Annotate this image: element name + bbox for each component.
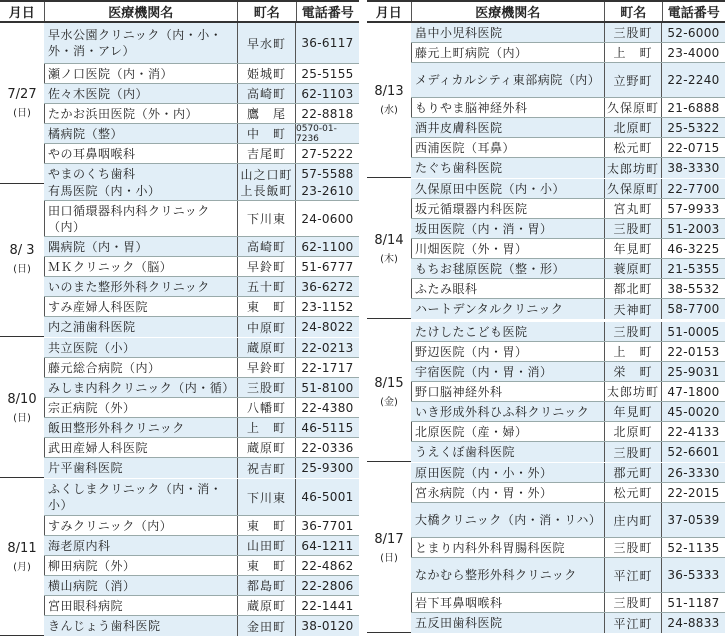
phone-number: 62-1103	[301, 86, 354, 101]
town-name: 三股町	[605, 322, 662, 341]
facility-name: やの耳鼻咽喉科	[44, 144, 238, 163]
phone-number: 51-8100	[301, 380, 354, 395]
town-name: 高崎町	[238, 84, 296, 103]
phone-number: 22-0715	[667, 140, 720, 155]
phone-number: 46-5001	[301, 490, 354, 504]
table-row	[44, 237, 359, 257]
phone-number: 22-8818	[301, 106, 354, 121]
facility-name: 宇宿医院（内・胃・消）	[411, 362, 605, 381]
phone-number: 25-9300	[301, 461, 354, 475]
town-name: 三股町	[238, 378, 296, 397]
facility-name: たぐち歯科医院	[411, 158, 605, 178]
town-name: 太郎坊町	[605, 382, 662, 401]
town-name: 中 町	[238, 124, 296, 143]
town-name: 都島町	[238, 576, 296, 595]
facility-name: 瀬ノ口医院（内・消）	[44, 64, 238, 83]
town-name: 三股町	[605, 219, 662, 238]
town-name: 上 町	[605, 43, 662, 62]
phone-number: 38-3330	[667, 161, 720, 175]
phone-number: 22-2806	[301, 578, 354, 593]
facility-name: 海老原内科	[44, 536, 238, 555]
table-row	[411, 382, 725, 402]
weekday-label: (木)	[380, 253, 398, 265]
facility-name: いき形成外科ひふ科クリニック	[411, 402, 605, 421]
table-row	[44, 479, 359, 516]
phone-number: 23-2610	[301, 183, 354, 198]
town-name: 姫城町	[238, 64, 296, 83]
town-name: 立野町	[605, 63, 662, 97]
town-name: 三股町	[605, 538, 662, 557]
town-name: 山田町	[238, 536, 296, 555]
date-group	[0, 479, 359, 636]
phone-number: 46-3225	[667, 241, 720, 256]
table-header	[0, 0, 359, 23]
phone-number: 51-6777	[301, 259, 354, 274]
date-label: 8/17	[374, 531, 404, 547]
date-group	[367, 23, 725, 178]
table-row	[44, 257, 359, 277]
header-facility: 医療機関名	[412, 2, 605, 21]
facility-name: 五反田歯科医院	[411, 613, 605, 633]
table-row	[44, 181, 359, 201]
facility-name: 田口循環器科内科クリニック（内）	[44, 201, 238, 236]
table-row	[411, 322, 725, 342]
date-cell	[367, 322, 412, 461]
table-row	[411, 179, 725, 199]
town-name: 下川東	[238, 479, 296, 515]
table-header	[367, 0, 725, 23]
date-cell	[0, 181, 45, 336]
date-group	[0, 23, 359, 184]
header-facility: 医療機関名	[45, 2, 238, 21]
facility-name: 早水公園クリニック（内・小・外・消・アレ）	[44, 23, 238, 63]
facility-name: 片平歯科医院	[44, 458, 238, 478]
town-name: 北原町	[605, 422, 662, 441]
phone-number: 57-9933	[667, 201, 720, 216]
facility-name: なかむら整形外科クリニック	[411, 558, 605, 592]
table-row	[411, 593, 725, 613]
facility-name: 岩下耳鼻咽喉科	[411, 593, 605, 612]
town-name: 鷹 尾	[238, 104, 296, 123]
table-row	[411, 442, 725, 462]
date-cell	[367, 463, 412, 632]
date-label: 8/ 3	[9, 242, 35, 258]
town-name: 都北町	[605, 279, 662, 298]
table-row	[411, 239, 725, 259]
phone-number: 37-0539	[667, 513, 720, 527]
phone-number: 64-1211	[301, 538, 354, 553]
facility-name: いのまた整形外科クリニック	[44, 277, 238, 296]
phone-number: 52-6000	[667, 25, 720, 40]
phone-number: 36-5333	[667, 568, 720, 582]
town-name: 蔵原町	[238, 438, 296, 457]
phone-number: 22-2015	[667, 485, 720, 500]
phone-number: 51-0005	[667, 324, 720, 339]
town-name: 蔵原町	[238, 338, 296, 357]
table-row	[411, 558, 725, 593]
facility-name: 野口脳神経外科	[411, 382, 605, 401]
weekday-label: (水)	[380, 105, 398, 116]
table-row	[44, 84, 359, 104]
town-name: 蔵原町	[238, 596, 296, 615]
phone-number: 22-0153	[667, 344, 720, 359]
phone-number: 62-1100	[301, 239, 354, 254]
table-row	[411, 299, 725, 319]
town-name: 八幡町	[238, 398, 296, 417]
facility-name: 川畑医院（外・胃）	[411, 239, 605, 258]
table-row	[44, 64, 359, 84]
facility-name: やまのくち歯科	[44, 164, 238, 184]
table-row	[411, 362, 725, 382]
table-row	[44, 596, 359, 616]
town-name: 平江町	[605, 613, 662, 633]
town-name: 松元町	[605, 138, 662, 157]
phone-number: 23-1152	[301, 299, 354, 314]
facility-name: すみクリニック（内）	[44, 516, 238, 535]
phone-number: 36-7701	[301, 518, 354, 533]
date-cell	[367, 23, 412, 177]
table-row	[44, 438, 359, 458]
table-row	[44, 458, 359, 478]
date-cell	[0, 479, 45, 635]
phone-number: 22-1717	[301, 360, 354, 375]
facility-name: ＭＫクリニック（脳）	[44, 257, 238, 276]
phone-number: 36-6117	[301, 36, 354, 50]
town-name: 宮丸町	[605, 199, 662, 218]
facility-name: 坂元循環器内科医院	[411, 199, 605, 218]
table-row	[44, 23, 359, 64]
phone-number: 22-4862	[301, 558, 354, 573]
header-town: 町名	[238, 2, 297, 21]
facility-name: 飯田整形外科クリニック	[44, 418, 238, 437]
phone-number: 27-5222	[301, 146, 354, 161]
weekday-label: (日)	[13, 263, 31, 275]
date-group	[367, 463, 725, 633]
date-label: 7/27	[7, 87, 37, 102]
town-name: 上長飯町	[238, 181, 296, 200]
facility-name: 坂田医院（内・消・胃）	[411, 219, 605, 238]
header-tel: 電話番号	[301, 6, 354, 21]
phone-number: 24-0600	[301, 211, 354, 226]
facility-name: もりやま脳神経外科	[411, 98, 605, 117]
town-name: 北原町	[605, 118, 662, 137]
town-name: 中原町	[238, 317, 296, 337]
table-row	[411, 538, 725, 558]
town-name: 早鈴町	[238, 358, 296, 377]
table-row	[44, 201, 359, 237]
table-row	[411, 98, 725, 118]
table-row	[411, 219, 725, 239]
town-name: 上 町	[605, 342, 662, 361]
facility-name: すみ産婦人科医院	[44, 297, 238, 316]
facility-name: 共立医院（小）	[44, 338, 238, 357]
table-row	[44, 144, 359, 164]
phone-number: 24-8833	[667, 616, 720, 630]
date-label: 8/13	[374, 84, 404, 99]
phone-number: 22-0336	[301, 440, 354, 455]
table-row	[44, 418, 359, 438]
table-row	[44, 378, 359, 398]
table-row	[44, 556, 359, 576]
town-name: 久保原町	[605, 98, 662, 117]
table-row	[411, 63, 725, 98]
header-town: 町名	[605, 2, 663, 21]
facility-name: 隅病院（内・胃）	[44, 237, 238, 256]
date-group	[0, 181, 359, 337]
facility-name: 野辺医院（内・胃）	[411, 342, 605, 361]
phone-number: 0570-01-7236	[296, 123, 337, 144]
phone-number: 36-6272	[301, 279, 354, 294]
table-row	[44, 297, 359, 317]
phone-number: 22-7700	[667, 181, 720, 196]
phone-number: 22-4380	[301, 400, 354, 415]
table-row	[44, 398, 359, 418]
town-name: 金田町	[238, 616, 296, 636]
town-name: 東 町	[238, 556, 296, 575]
date-label: 8/11	[7, 541, 37, 556]
table-row	[411, 158, 725, 178]
table-row	[44, 536, 359, 556]
facility-name: メディカルシティ東部病院（内）	[411, 63, 605, 97]
date-cell	[367, 179, 412, 318]
facility-name: 柳田病院（外）	[44, 556, 238, 575]
town-name: 天神町	[605, 299, 662, 319]
phone-number: 22-0213	[301, 340, 354, 355]
phone-number: 38-0120	[301, 619, 354, 633]
facility-name: 久保原田中医院（内・小）	[411, 179, 605, 198]
table-row	[44, 516, 359, 536]
facility-name: たかお浜田医院（外・内）	[44, 104, 238, 123]
town-name: 早鈴町	[238, 257, 296, 276]
town-name: 平江町	[605, 558, 662, 592]
weekday-label: (日)	[13, 108, 31, 119]
town-name: 東 町	[238, 297, 296, 316]
phone-number: 22-2240	[667, 73, 720, 87]
duty-table-left	[0, 0, 359, 638]
town-name: 下川東	[238, 201, 296, 236]
table-row	[44, 277, 359, 297]
date-group	[367, 322, 725, 462]
table-row	[44, 104, 359, 124]
table-row	[411, 43, 725, 63]
table-row	[44, 338, 359, 358]
phone-number: 57-5588	[301, 167, 354, 181]
phone-number: 38-5532	[667, 281, 720, 296]
phone-number: 25-5155	[301, 66, 354, 81]
facility-name: 宗正病院（外）	[44, 398, 238, 417]
facility-name: たけしたこども医院	[411, 322, 605, 341]
phone-number: 21-5355	[667, 261, 720, 276]
table-row	[411, 199, 725, 219]
table-row	[411, 279, 725, 299]
facility-name: 酒井皮膚科医院	[411, 118, 605, 137]
town-name: 東 町	[238, 516, 296, 535]
phone-number: 52-1135	[667, 540, 720, 555]
phone-number: 22-1441	[301, 598, 354, 613]
date-cell	[0, 338, 45, 477]
facility-name: 内之浦歯科医院	[44, 317, 238, 337]
table-row	[411, 259, 725, 279]
table-row	[411, 138, 725, 158]
table-row	[411, 613, 725, 633]
table-row	[411, 342, 725, 362]
phone-number: 58-7700	[667, 302, 720, 316]
facility-name: 藤元上町病院（内）	[411, 43, 605, 62]
facility-name: 宮永病院（内・胃・外）	[411, 483, 605, 502]
phone-number: 51-1187	[667, 595, 720, 610]
town-name: 郡元町	[605, 463, 662, 482]
weekday-label: (日)	[380, 552, 398, 564]
facility-name: 横山病院（消）	[44, 576, 238, 595]
date-label: 8/14	[374, 232, 404, 248]
table-row	[44, 576, 359, 596]
town-name: 早水町	[238, 23, 296, 63]
phone-number: 25-5322	[667, 120, 720, 135]
table-row	[44, 358, 359, 378]
town-name: 三股町	[605, 593, 662, 612]
date-label: 8/10	[7, 391, 37, 407]
facility-name: 藤元総合病院（内）	[44, 358, 238, 377]
column-separator	[360, 0, 366, 638]
facility-name: 武田産婦人科医院	[44, 438, 238, 457]
date-group	[367, 179, 725, 319]
town-name: 栄 町	[605, 362, 662, 381]
header-date: 月日	[367, 2, 412, 21]
table-row	[411, 422, 725, 442]
town-name: 三股町	[605, 23, 662, 42]
table-row	[411, 463, 725, 483]
phone-number: 52-6601	[667, 445, 720, 459]
table-row	[411, 23, 725, 43]
table-row	[411, 402, 725, 422]
facility-name: とまり内科外科胃腸科医院	[411, 538, 605, 557]
date-label: 8/15	[374, 375, 404, 391]
phone-number: 45-0020	[667, 404, 720, 419]
weekday-label: (月)	[13, 562, 31, 573]
table-row	[411, 118, 725, 138]
town-name: 松元町	[605, 483, 662, 502]
town-name: 蓑原町	[605, 259, 662, 278]
header-tel: 電話番号	[667, 6, 720, 21]
facility-name: 西浦医院（耳鼻）	[411, 138, 605, 157]
facility-name: きんじょう歯科医院	[44, 616, 238, 636]
phone-number: 22-4133	[667, 424, 720, 439]
weekday-label: (金)	[380, 396, 398, 408]
town-name: 五十町	[238, 277, 296, 296]
town-name: 年見町	[605, 402, 662, 421]
table-row	[44, 317, 359, 337]
date-cell	[0, 23, 45, 183]
town-name: 吉尾町	[238, 144, 296, 163]
weekday-label: (日)	[13, 412, 31, 424]
phone-number: 24-8022	[301, 320, 354, 334]
facility-name: 原田医院（内・小・外）	[411, 463, 605, 482]
phone-number: 51-2003	[667, 221, 720, 236]
facility-name: うえくぼ歯科医院	[411, 442, 605, 462]
table-row	[411, 483, 725, 503]
facility-name: 畠中小児科医院	[411, 23, 605, 42]
table-row	[44, 616, 359, 636]
facility-name: ハートデンタルクリニック	[411, 299, 605, 319]
table-row	[411, 503, 725, 538]
town-name: 年見町	[605, 239, 662, 258]
phone-number: 46-5115	[301, 420, 354, 435]
town-name: 上 町	[238, 418, 296, 437]
phone-number: 23-4000	[667, 45, 720, 60]
town-name: 高崎町	[238, 237, 296, 256]
facility-name: 宮田眼科病院	[44, 596, 238, 615]
facility-name: ふくしまクリニック（内・消・小）	[44, 479, 238, 515]
table-row	[44, 124, 359, 144]
facility-name: 北原医院（産・婦）	[411, 422, 605, 441]
facility-name: みしま内科クリニック（内・循）	[44, 378, 238, 397]
facility-name: 佐々木医院（内）	[44, 84, 238, 103]
facility-name: もちお毬原医院（整・形）	[411, 259, 605, 278]
phone-number: 25-9031	[667, 364, 720, 379]
town-name: 山之口町	[238, 164, 296, 184]
phone-number: 26-3330	[667, 465, 720, 480]
town-name: 久保原町	[605, 179, 662, 198]
facility-name: 有馬医院（内・小）	[44, 181, 238, 200]
town-name: 祝吉町	[238, 458, 296, 478]
facility-name: 大橋クリニック（内・消・リハ）	[411, 503, 605, 537]
facility-name: ふたみ眼科	[411, 279, 605, 298]
duty-table-right	[367, 0, 725, 638]
phone-number: 47-1800	[667, 384, 720, 399]
facility-name: 橘病院（整）	[44, 124, 238, 143]
header-date: 月日	[0, 2, 45, 21]
town-name: 太郎坊町	[605, 158, 662, 178]
town-name: 庄内町	[605, 503, 662, 537]
town-name: 三股町	[605, 442, 662, 462]
phone-number: 21-6888	[667, 100, 720, 115]
date-group	[0, 338, 359, 478]
